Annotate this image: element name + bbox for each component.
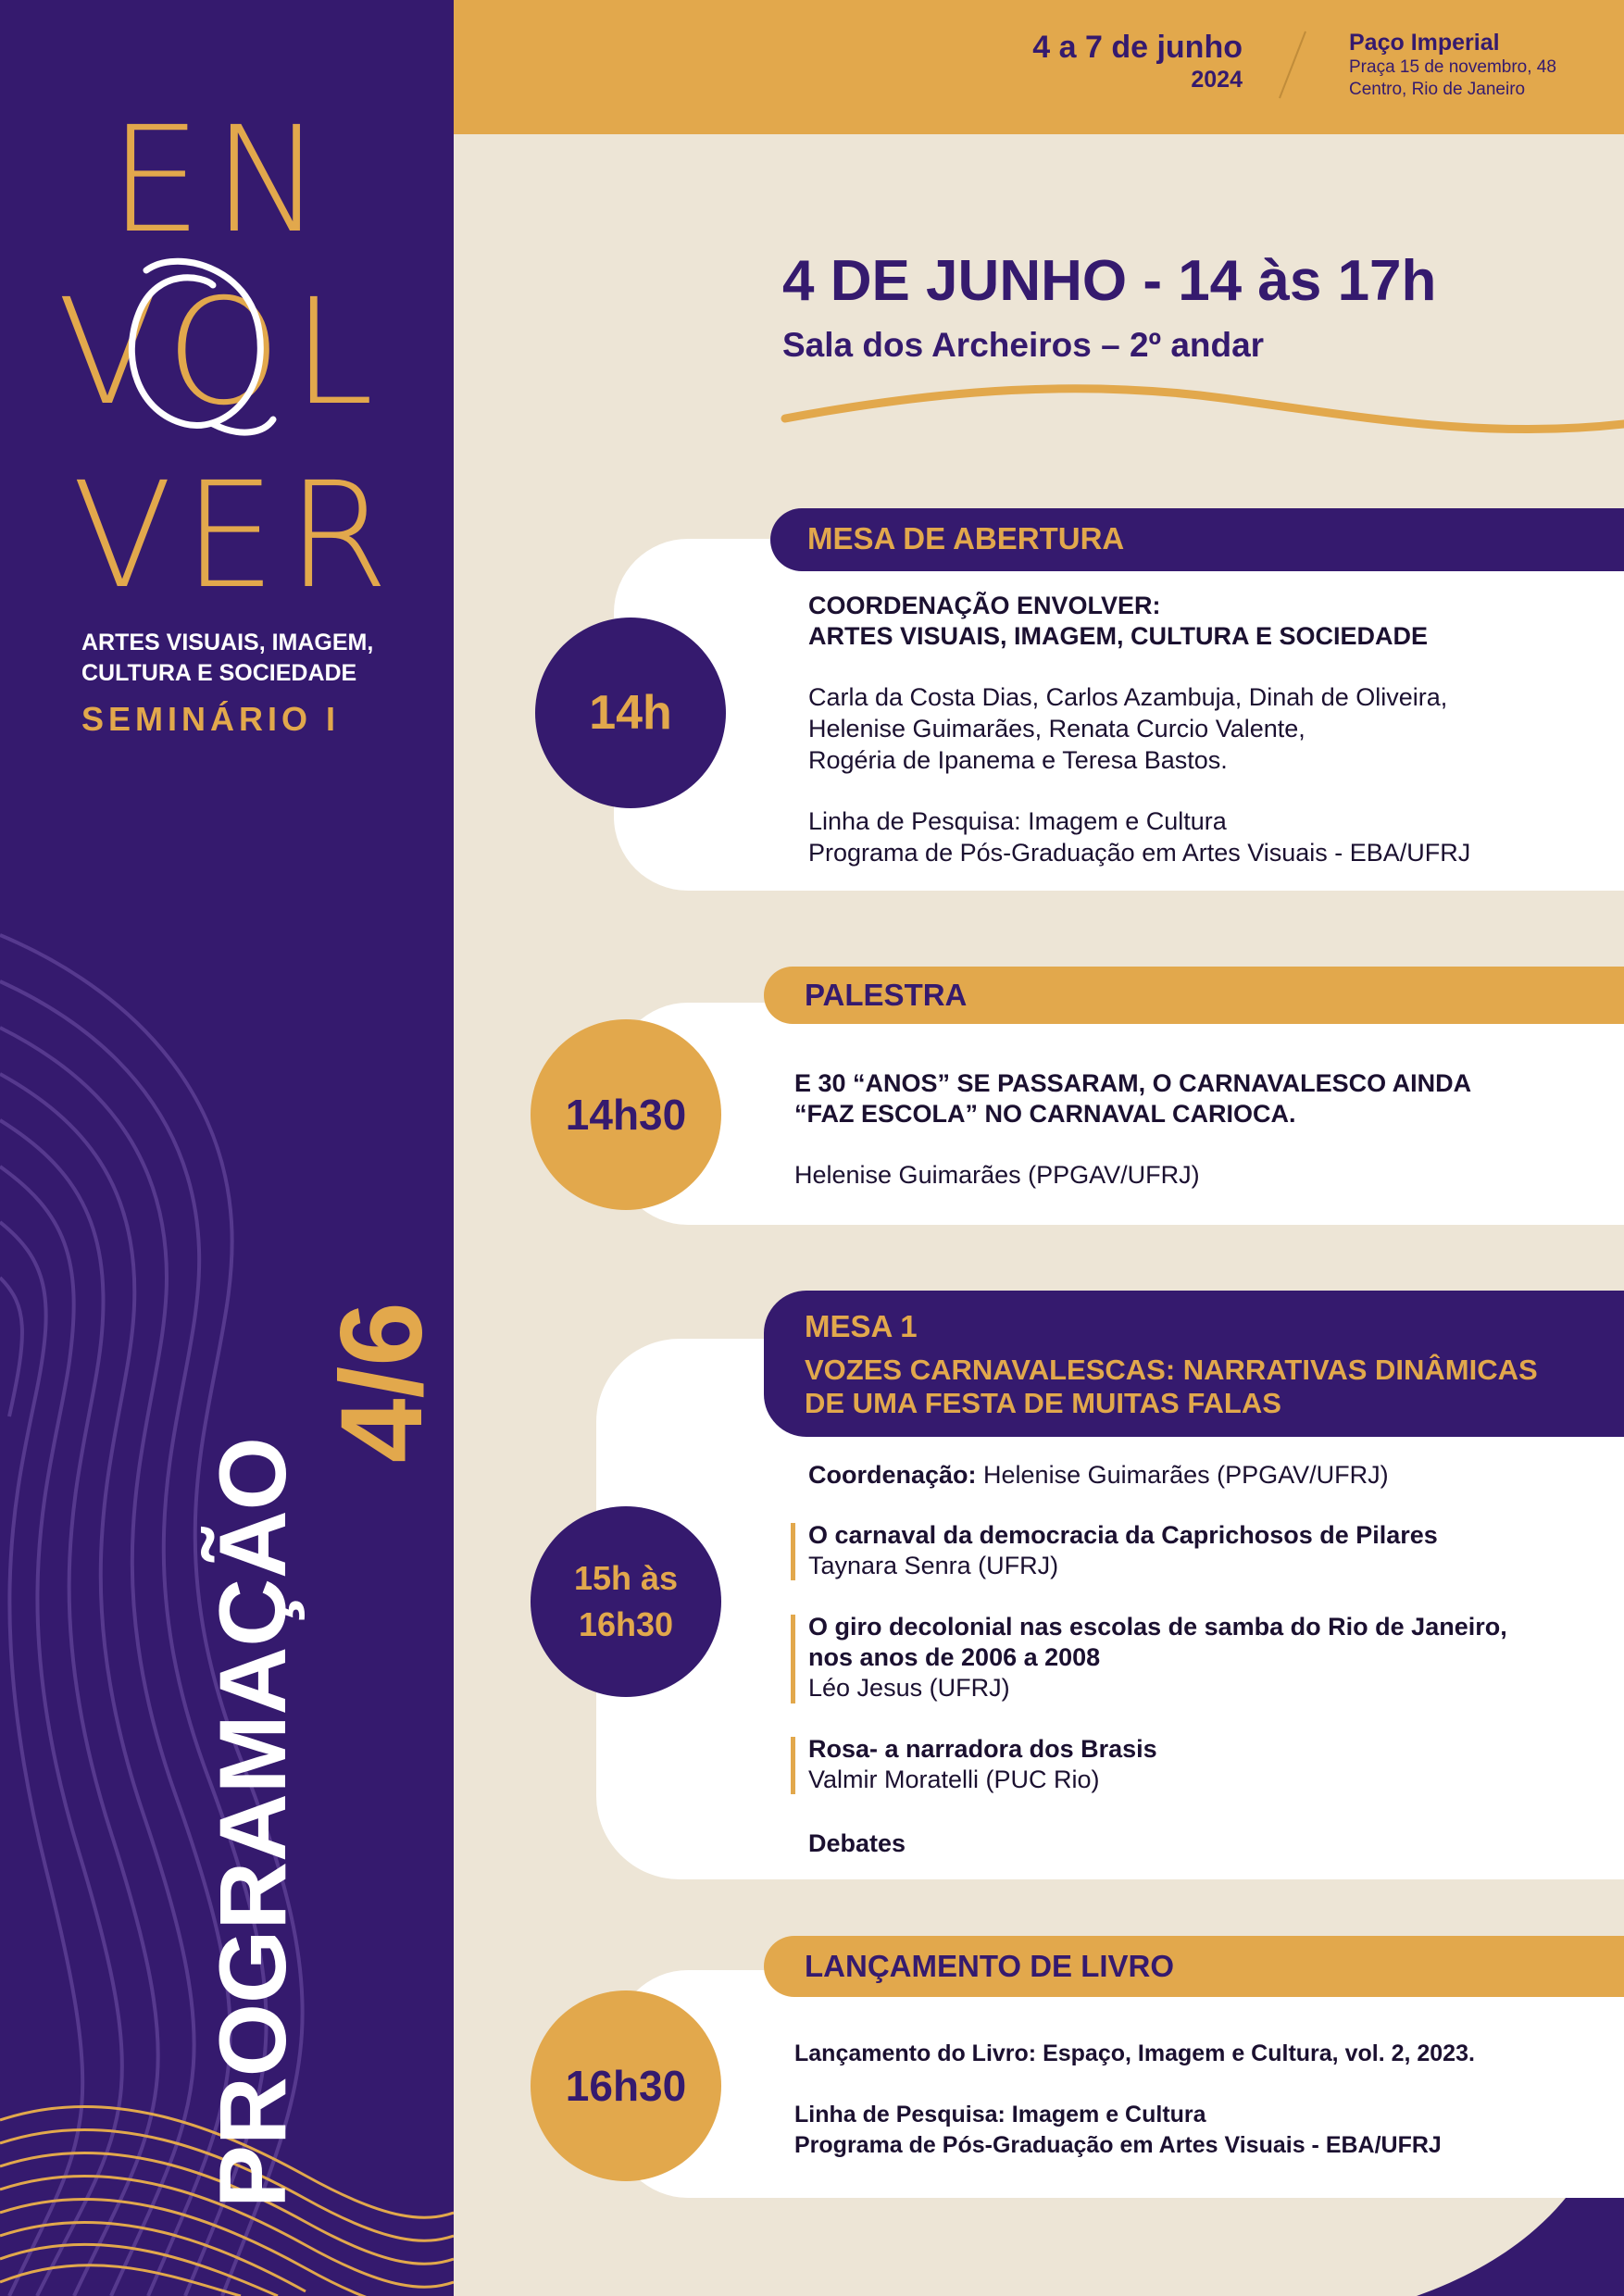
programacao-vertical: PROGRAMAÇÃO bbox=[200, 1437, 306, 2208]
lecture-speaker: Helenise Guimarães (PPGAV/UFRJ) bbox=[794, 1161, 1200, 1189]
venue-address-2: Centro, Rio de Janeiro bbox=[1349, 80, 1526, 99]
opening-band bbox=[770, 508, 1624, 571]
programacao-date: 4/6 bbox=[318, 1302, 446, 1463]
talk-2-author: Léo Jesus (UFRJ) bbox=[808, 1674, 1010, 1702]
talk-3-title: Rosa- a narradora dos Brasis bbox=[808, 1735, 1157, 1763]
book-launch: Lançamento do Livro: Espaço, Imagem e Cultura, vol. 2, 2023. bbox=[794, 2040, 1475, 2066]
opening-program: Programa de Pós-Graduação em Artes Visuais - EBA/UFRJ bbox=[808, 839, 1471, 867]
seminar-label: SEMINÁRIO I bbox=[81, 700, 341, 738]
opening-names-1: Carla da Costa Dias, Carlos Azambuja, Dinah de Oliveira, bbox=[808, 683, 1448, 711]
lecture-title-1: E 30 “ANOS” SE PASSARAM, O CARNAVALESCO AINDA bbox=[794, 1069, 1472, 1097]
talk-3-author: Valmir Moratelli (PUC Rio) bbox=[808, 1766, 1100, 1793]
event-dates: 4 a 7 de junho bbox=[1032, 30, 1243, 65]
time-circle-16h30 bbox=[531, 1990, 721, 2181]
opening-band-label: MESA DE ABERTURA bbox=[807, 521, 1125, 555]
book-card bbox=[614, 1970, 1624, 2198]
logo-line-ver: VER bbox=[72, 451, 400, 621]
time-circle-14h bbox=[535, 618, 726, 808]
opening-coord-2: ARTES VISUAIS, IMAGEM, CULTURA E SOCIEDADE bbox=[808, 622, 1429, 650]
book-band-label: LANÇAMENTO DE LIVRO bbox=[805, 1949, 1175, 1983]
opening-coord-1: COORDENAÇÃO ENVOLVER: bbox=[808, 592, 1161, 619]
mesa1-band bbox=[764, 1291, 1624, 1437]
opening-research-line: Linha de Pesquisa: Imagem e Cultura bbox=[808, 807, 1227, 835]
lecture-band bbox=[764, 967, 1624, 1024]
mesa1-debates: Debates bbox=[808, 1829, 906, 1857]
mesa1-coord-name: Helenise Guimarães (PPGAV/UFRJ) bbox=[976, 1461, 1389, 1489]
book-program: Programa de Pós-Graduação em Artes Visuais - EBA/UFRJ bbox=[794, 2132, 1442, 2158]
event-year: 2024 bbox=[1191, 67, 1243, 93]
mesa1-coord-label: Coordenação: bbox=[808, 1461, 977, 1489]
talk-accent-bar bbox=[791, 1523, 795, 1580]
mesa1-band-subtitle-1: VOZES CARNAVALESCAS: NARRATIVAS DINÂMICAS bbox=[805, 1354, 1538, 1386]
header-divider bbox=[1276, 28, 1313, 102]
book-band bbox=[764, 1936, 1624, 1997]
opening-names-3: Rogéria de Ipanema e Teresa Bastos. bbox=[808, 746, 1228, 774]
mesa1-coordination bbox=[808, 1459, 1389, 1491]
opening-time: 14h bbox=[589, 686, 672, 740]
day-title: 4 DE JUNHO - 14 às 17h bbox=[782, 249, 1437, 313]
mesa1-time-2: 16h30 bbox=[578, 1605, 674, 1643]
logo-line-en: EN bbox=[109, 95, 334, 266]
time-circle-14h30 bbox=[531, 1019, 721, 1210]
lecture-band-label: PALESTRA bbox=[805, 978, 968, 1012]
talk-accent-bar bbox=[791, 1615, 795, 1703]
subtitle-line-1: ARTES VISUAIS, IMAGEM, bbox=[81, 630, 374, 655]
time-circle-15h bbox=[531, 1506, 721, 1697]
opening-names-2: Helenise Guimarães, Renata Curcio Valente, bbox=[808, 715, 1305, 742]
subtitle-line-2: CULTURA E SOCIEDADE bbox=[81, 660, 357, 686]
decorative-underline bbox=[778, 370, 1624, 444]
venue-name: Paço Imperial bbox=[1349, 30, 1500, 56]
lecture-title-2: “FAZ ESCOLA” NO CARNAVAL CARIOCA. bbox=[794, 1100, 1296, 1128]
talk-1-author: Taynara Senra (UFRJ) bbox=[808, 1552, 1059, 1579]
mesa1-band-subtitle-2: DE UMA FESTA DE MUITAS FALAS bbox=[805, 1387, 1281, 1419]
mesa1-band-title: MESA 1 bbox=[805, 1309, 918, 1343]
header-bar bbox=[454, 0, 1624, 134]
talk-1-title: O carnaval da democracia da Caprichosos de Pilares bbox=[808, 1521, 1438, 1549]
talk-2-title-2: nos anos de 2006 a 2008 bbox=[808, 1643, 1101, 1671]
lecture-time: 14h30 bbox=[565, 1091, 687, 1139]
book-research-line: Linha de Pesquisa: Imagem e Cultura bbox=[794, 2102, 1206, 2128]
talk-2-title-1: O giro decolonial nas escolas de samba do Rio de Janeiro, bbox=[808, 1613, 1507, 1641]
mesa1-time-1: 15h às bbox=[573, 1559, 679, 1597]
day-room: Sala dos Archeiros – 2º andar bbox=[782, 326, 1265, 364]
talk-accent-bar bbox=[791, 1737, 795, 1794]
book-time: 16h30 bbox=[565, 2062, 687, 2110]
logo-line-vol: VOL bbox=[57, 268, 385, 438]
venue-address-1: Praça 15 de novembro, 48 bbox=[1349, 57, 1556, 77]
logo-swirl-icon bbox=[111, 248, 278, 452]
sidebar bbox=[0, 0, 454, 2296]
